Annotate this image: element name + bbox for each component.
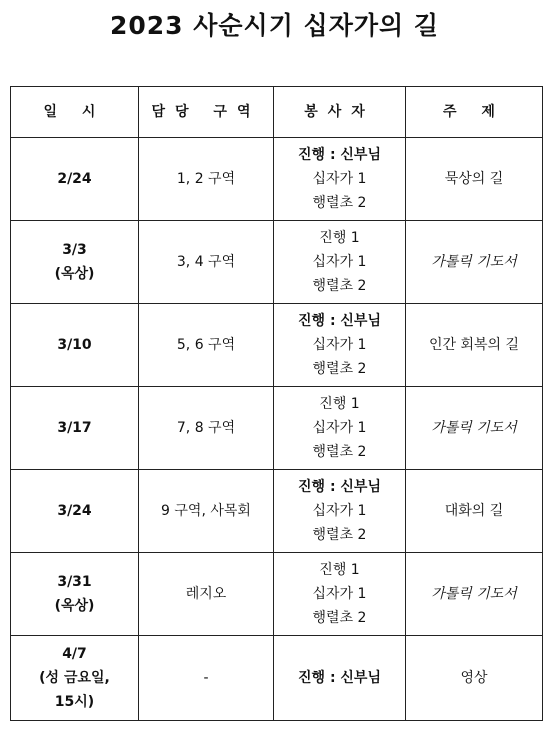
theme-cell [406, 470, 543, 553]
volunteer-line: 십자가 1 [312, 586, 367, 602]
theme-cell [406, 221, 543, 304]
page-title: 2023 사순시기 십자가의 길 [109, 11, 440, 40]
date-line: 15시) [54, 694, 95, 710]
volunteer-line: 진행 1 [319, 396, 360, 412]
table-row [11, 387, 543, 470]
volunteer-line: 십자가 1 [312, 171, 367, 187]
header-datetime: 일 시 [11, 87, 139, 138]
volunteer-line: 진행 1 [319, 562, 360, 578]
volunteer-line: 행렬초 2 [312, 610, 367, 626]
theme-text: 영상 [460, 670, 488, 686]
table-row [11, 138, 543, 221]
theme-text: 가톨릭 기도서 [431, 586, 517, 602]
volunteer-line: 행렬초 2 [312, 278, 367, 294]
volunteer-line: 진행 1 [319, 230, 360, 246]
volunteers-cell [274, 553, 406, 636]
area-text: 9 구역, 사목회 [161, 503, 251, 519]
table-row [11, 636, 543, 721]
area-text: 3, 4 구역 [176, 254, 236, 270]
volunteer-line: 진행 : 신부님 [298, 313, 381, 329]
date-line: 3/3 [62, 242, 87, 258]
date-line: 3/31 [57, 574, 92, 590]
theme-cell [406, 387, 543, 470]
volunteer-line: 행렬초 2 [312, 195, 367, 211]
date-line: (성 금요일, [39, 670, 110, 686]
table-row [11, 221, 543, 304]
theme-text: 가톨릭 기도서 [431, 420, 517, 436]
volunteers-cell [274, 387, 406, 470]
theme-text: 인간 회복의 길 [428, 337, 520, 353]
volunteer-line: 행렬초 2 [312, 444, 367, 460]
date-cell [11, 553, 139, 636]
theme-cell [406, 553, 543, 636]
date-cell [11, 304, 139, 387]
volunteers-cell [274, 636, 406, 721]
header-volunteers: 봉사자 [274, 87, 406, 138]
volunteer-line: 진행 : 신부님 [298, 479, 381, 495]
volunteer-line: 행렬초 2 [312, 527, 367, 543]
area-cell [139, 138, 274, 221]
volunteer-line: 십자가 1 [312, 503, 367, 519]
volunteer-line: 진행 : 신부님 [298, 147, 381, 163]
area-text: 레지오 [185, 586, 227, 602]
header-theme: 주 제 [406, 87, 543, 138]
area-text: 5, 6 구역 [176, 337, 236, 353]
area-cell [139, 636, 274, 721]
table-row [11, 304, 543, 387]
area-text: 1, 2 구역 [176, 171, 236, 187]
table-header-row [11, 87, 543, 138]
date-line: 3/24 [57, 503, 92, 519]
table-row [11, 553, 543, 636]
date-cell [11, 636, 139, 721]
date-line: 4/7 [62, 646, 87, 662]
volunteer-line: 십자가 1 [312, 337, 367, 353]
area-cell [139, 470, 274, 553]
date-cell [11, 387, 139, 470]
volunteers-cell [274, 138, 406, 221]
date-line: 2/24 [57, 171, 92, 187]
volunteer-line: 십자가 1 [312, 254, 367, 270]
date-line: 3/10 [57, 337, 92, 353]
theme-cell [406, 304, 543, 387]
schedule-table [10, 86, 543, 721]
header-area: 담당 구역 [139, 87, 274, 138]
area-text: - [203, 670, 209, 686]
area-cell [139, 221, 274, 304]
volunteer-line: 진행 : 신부님 [298, 670, 381, 686]
theme-cell [406, 636, 543, 721]
theme-text: 묵상의 길 [444, 171, 504, 187]
volunteer-line: 십자가 1 [312, 420, 367, 436]
date-line: 3/17 [57, 420, 92, 436]
date-cell [11, 138, 139, 221]
area-cell [139, 553, 274, 636]
date-line: (옥상) [54, 598, 95, 614]
table-body [11, 138, 543, 721]
area-cell [139, 387, 274, 470]
volunteers-cell [274, 221, 406, 304]
area-cell [139, 304, 274, 387]
date-cell [11, 221, 139, 304]
theme-text: 가톨릭 기도서 [431, 254, 517, 270]
area-text: 7, 8 구역 [176, 420, 236, 436]
volunteers-cell [274, 304, 406, 387]
theme-cell [406, 138, 543, 221]
date-line: (옥상) [54, 266, 95, 282]
date-cell [11, 470, 139, 553]
volunteer-line: 행렬초 2 [312, 361, 367, 377]
table-row [11, 470, 543, 553]
volunteers-cell [274, 470, 406, 553]
theme-text: 대화의 길 [444, 503, 504, 519]
